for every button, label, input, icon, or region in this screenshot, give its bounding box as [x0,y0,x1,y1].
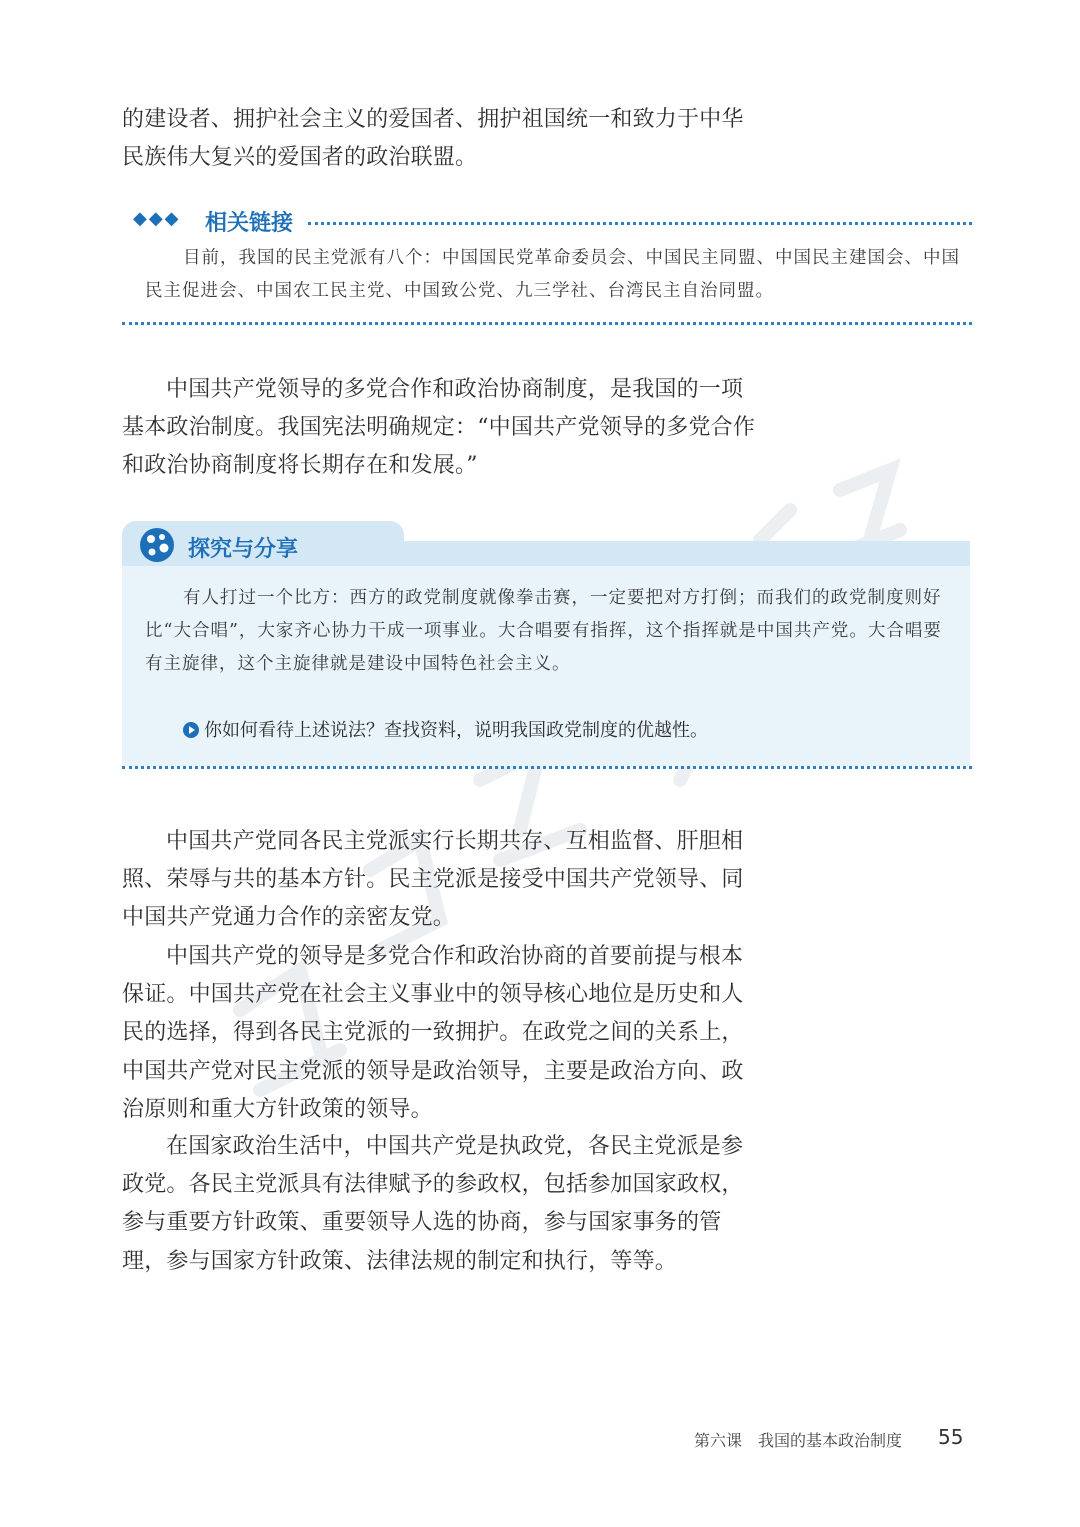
paragraph-participation: 在国家政治生活中，中国共产党是执政党，各民主党派是参政党。各民主党派具有法律赋予的参政权，包括参加国家政权，参与重要方针政策、重要领导人选的协商，参与国家事务的管理，参与国家方针政策、法律法规的制定和执行，等等。 [122,1134,744,1274]
arrow-bullet-icon [183,722,199,738]
page-number: 55 [938,1425,964,1449]
paragraph-coexistence: 中国共产党同各民主党派实行长期共存、互相监督、肝胆相照、荣辱与共的基本方针。民主党派是接受中国共产党领导、同中国共产党通力合作的亲密友党。 [122,829,744,931]
explore-stripe [404,541,970,567]
intro-paragraph: 的建设者、拥护社会主义的爱国者、拥护祖国统一和致力于中华民族伟大复兴的爱国者的政治联盟。 [122,107,744,171]
related-link-bottom-divider [122,322,972,325]
related-link-text: 目前，我国的民主党派有八个：中国国民党革命委员会、中国民主同盟、中国民主建国会、中国民主促进会、中国农工民主党、中国致公党、九三学社、台湾民主自治同盟。 [145,248,960,301]
diamond-icons: ◆◆◆ [133,208,181,229]
explore-bottom-divider [122,766,972,769]
paragraph-leadership: 中国共产党的领导是多党合作和政治协商的首要前提与根本保证。中国共产党在社会主义事业中的领导核心地位是历史和人民的选择，得到各民主党派的一致拥护。在政党之间的关系上，中国共产党对民主党派的领导是政治领导，主要是政治方向、政治原则和重大方针政策的领导。 [122,944,744,1122]
related-link-top-divider [308,222,972,225]
footer-lesson-title: 第六课 我国的基本政治制度 [694,1431,903,1450]
explore-question [183,716,708,742]
related-link-title: 相关链接 [205,211,294,236]
related-link-header [133,206,973,236]
explore-text: 有人打过一个比方：西方的政党制度就像拳击赛，一定要把对方打倒；而我们的政党制度则好比“大合唱”，大家齐心协力干成一项事业。大合唱要有指挥，这个指挥就是中国共产党。大合唱要有主旋律，这个主旋律就是建设中国特色社会主义。 [145,588,942,674]
explore-icon [139,527,175,563]
explore-title: 探究与分享 [188,537,299,562]
paragraph-system: 中国共产党领导的多党合作和政治协商制度，是我国的一项基本政治制度。我国宪法明确规定：“中国共产党领导的多党合作和政治协商制度将长期存在和发展。” [122,377,756,479]
explore-question-text: 你如何看待上述说法？查找资料，说明我国政党制度的优越性。 [204,720,708,741]
